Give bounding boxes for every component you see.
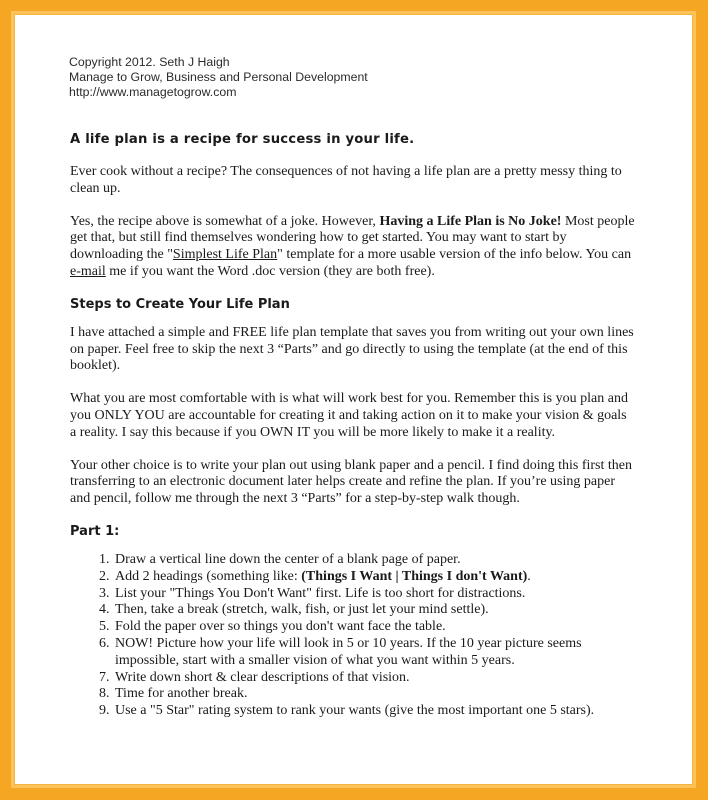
step-2-bold-text: (Things I Want | Things I don't Want) <box>301 568 528 584</box>
document-header <box>69 55 368 100</box>
comfort-paragraph: What you are most comfortable with is what will work best for you. Remember this is you plan and you ONLY YOU are accountable for creating it and taking action on it to make your vision & goals a reality. I say this because if you OWN IT you will be more likely to make it a reality. <box>70 391 628 440</box>
recipe-text-b: Most people get that, but still find themselves wondering how to get started. You may want to start by downloading the " <box>70 213 635 263</box>
document-page <box>14 14 693 785</box>
simplest-life-plan-link[interactable]: Simplest Life Plan <box>172 247 278 263</box>
step-item-2 <box>113 569 635 586</box>
document-title: A life plan is a recipe for success in your life. <box>70 132 415 147</box>
intro-paragraph: Ever cook without a recipe? The consequences of not having a life plan are a pretty messy thing to clean up. <box>70 164 622 196</box>
step-2-text-a: Add 2 headings (something like: <box>115 568 302 584</box>
step-item-8: 8. Time for another break. <box>113 686 635 703</box>
recipe-bold-text: Having a Life Plan is No Joke! <box>379 213 562 229</box>
step-item-7: 7. Write down short & clear descriptions of that vision. <box>113 670 635 687</box>
recipe-text-d: me if you want the Word .doc version (they are both free). <box>105 263 435 279</box>
copyright-line: Copyright 2012. Seth J Haigh <box>69 55 230 69</box>
template-paragraph: I have attached a simple and FREE life plan template that saves you from writing out your own lines on paper. Feel free to skip the next 3 “Parts” and go directly to using the template (at the end of this booklet). <box>70 324 634 374</box>
recipe-text-a: Yes, the recipe above is somewhat of a joke. However, <box>70 213 380 229</box>
recipe-text-c: " template for a more usable version of the info below. You can <box>277 247 632 263</box>
paper-choice-paragraph: Your other choice is to write your plan out using blank paper and a pencil. I find doing this first then transferring to an electronic document later helps create and refine the plan. If you’re using paper and pencil, follow me through the next 3 “Parts” for a step-by-step walk though. <box>70 457 632 507</box>
page-border-inner <box>11 11 696 788</box>
step-2-text-b: . <box>527 568 531 584</box>
website-url: http://www.managetogrow.com <box>69 85 237 99</box>
steps-heading: Steps to Create Your Life Plan <box>70 296 290 312</box>
organization-line: Manage to Grow, Business and Personal Development <box>69 70 368 84</box>
document-body <box>70 132 635 720</box>
step-item-5: 5. Fold the paper over so things you don't want face the table. <box>113 619 635 636</box>
step-item-4: 4. Then, take a break (stretch, walk, fish, or just let your mind settle). <box>113 602 635 619</box>
step-item-1: 1. Draw a vertical line down the center of a blank page of paper. <box>113 552 635 569</box>
part1-steps-list <box>70 552 635 720</box>
step-item-6: 6. NOW! Picture how your life will look in 5 or 10 years. If the 10 year picture seems impossible, start with a smaller vision of what you want within 5 years. <box>113 636 635 670</box>
step-item-9: 9. Use a "5 Star" rating system to rank your wants (give the most important one 5 stars). <box>113 703 635 720</box>
recipe-paragraph <box>70 214 635 281</box>
part1-heading: Part 1: <box>70 523 120 539</box>
step-item-3: 3. List your "Things You Don't Want" first. Life is too short for distractions. <box>113 586 635 603</box>
email-link[interactable]: e-mail <box>70 263 106 279</box>
